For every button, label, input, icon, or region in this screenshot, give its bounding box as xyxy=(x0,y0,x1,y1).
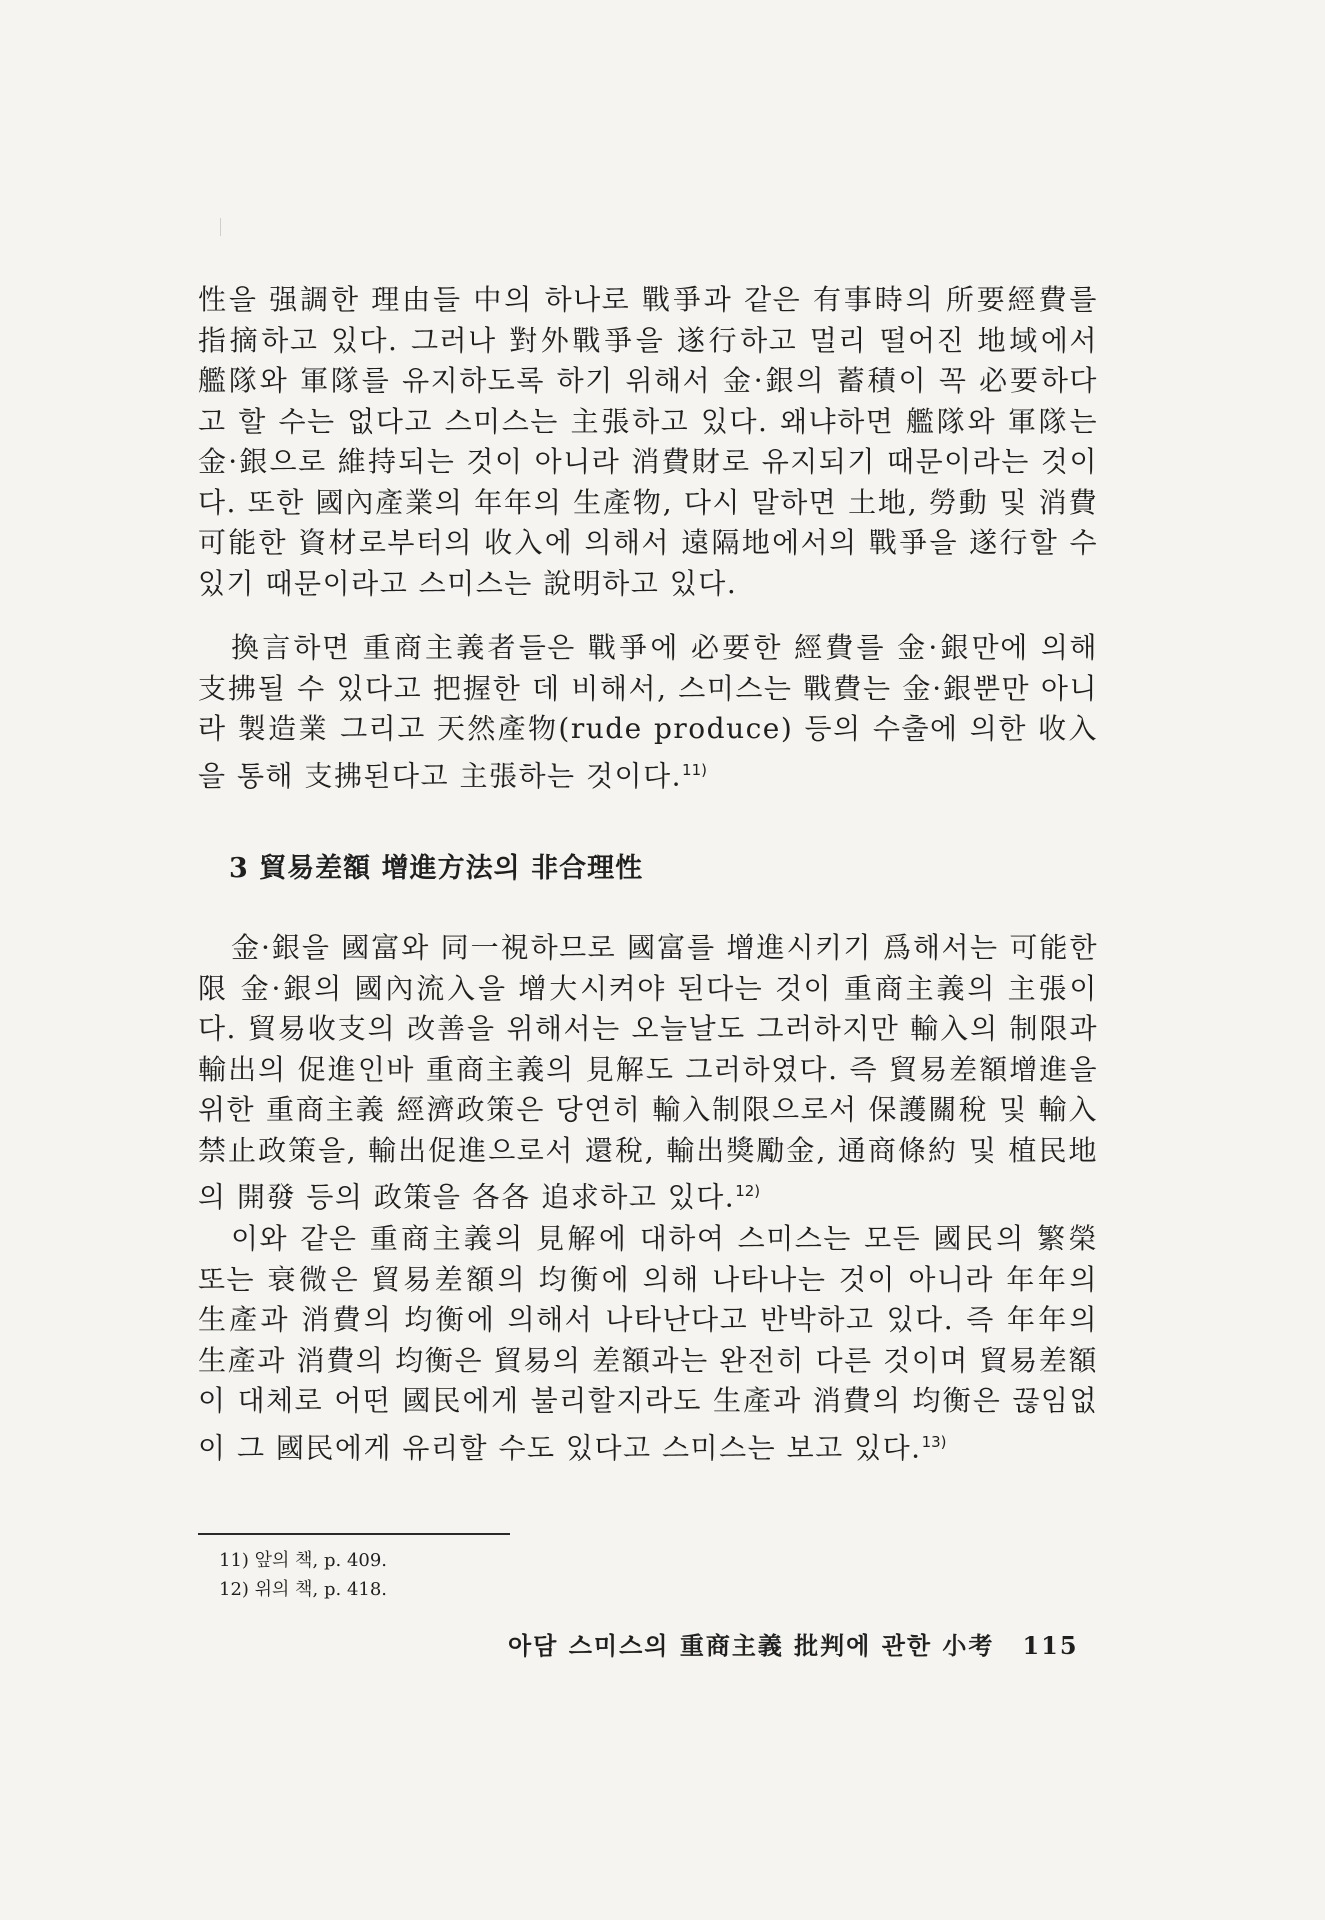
paragraph-3-text: 金·銀을 國富와 同一視하므로 國富를 增進시키기 爲해서는 可能한 限 金·銀의 國內流入을 增大시켜야 된다는 것이 重商主義의 主張이다. 貿易收支의 改善을 위해서는 오늘날도 그러하지만 輸入의 制限과 輸出의 促進인바 重商主義의 見解도 그러하였다. 즉 貿易差額增進을 위한 重商主義 經濟政策은 당연히 輸入制限으로서 保護關稅 및 輸入禁止政策을, 輸出促進으로서 還稅, 輸出獎勵金, 通商條約 및 植民地의 開發 등의 政策을 各各 追求하고 있다. xyxy=(198,931,1098,1214)
footnote-reference-12: 12) xyxy=(735,1182,761,1200)
body-paragraph-3 xyxy=(198,928,1098,1218)
body-paragraph-4 xyxy=(198,1219,1098,1468)
footnote-reference-11: 11) xyxy=(682,760,707,779)
scan-artifact xyxy=(220,218,221,236)
page-number: 115 xyxy=(1022,1631,1079,1660)
paragraph-2-text: 換言하면 重商主義者들은 戰爭에 必要한 經費를 金·銀만에 의해 支拂될 수 있다고 把握한 데 비해서, 스미스는 戰費는 金·銀뿐만 아니라 製造業 그리고 天然產物(rude produce) 등의 수출에 의한 收入을 통해 支拂된다고 主張하는 것이다. xyxy=(198,631,1098,792)
footnote-11: 11) 앞의 책, p. 409. xyxy=(219,1550,388,1571)
footnote-12: 12) 위의 책, p. 418. xyxy=(219,1579,388,1600)
footnotes xyxy=(219,1546,387,1604)
footnote-divider xyxy=(198,1533,510,1535)
body-paragraph-2 xyxy=(198,628,1098,796)
running-title: 아담 스미스의 重商主義 批判에 관한 小考 xyxy=(508,1631,995,1660)
paragraph-4-text: 이와 같은 重商主義의 見解에 대하여 스미스는 모든 國民의 繁榮 또는 衰微은 貿易差額의 均衡에 의해 나타나는 것이 아니라 年年의 生產과 消費의 均衡에 의해서 나타난다고 반박하고 있다. 즉 年年의 生產과 消費의 均衡은 貿易의 差額과는 완전히 다른 것이며 貿易差額이 대체로 어떤 國民에게 불리할지라도 生產과 消費의 均衡은 끊임없이 그 國民에게 유리할 수도 있다고 스미스는 보고 있다. xyxy=(198,1222,1098,1464)
footnote-reference-13: 13) xyxy=(921,1432,947,1451)
body-paragraph-1 xyxy=(198,280,1098,604)
paragraph-1-text: 性을 强調한 理由들 中의 하나로 戰爭과 같은 有事時의 所要經費를 指摘하고 있다. 그러나 對外戰爭을 遂行하고 멀리 떨어진 地域에서 艦隊와 軍隊를 유지하도록 하기 위해서 金·銀의 蓄積이 꼭 必要하다고 할 수는 없다고 스미스는 主張하고 있다. 왜냐하면 艦隊와 軍隊는 金·銀으로 維持되는 것이 아니라 消費財로 유지되기 때문이라는 것이다. 또한 國內產業의 年年의 生產物, 다시 말하면 土地, 勞動 및 消費可能한 資材로부터의 收入에 의해서 遠隔地에서의 戰爭을 遂行할 수 있기 때문이라고 스미스는 說明하고 있다. xyxy=(198,283,1098,600)
running-footer xyxy=(508,1626,1079,1661)
section-heading: 3 貿易差額 增進方法의 非合理性 xyxy=(229,853,644,884)
